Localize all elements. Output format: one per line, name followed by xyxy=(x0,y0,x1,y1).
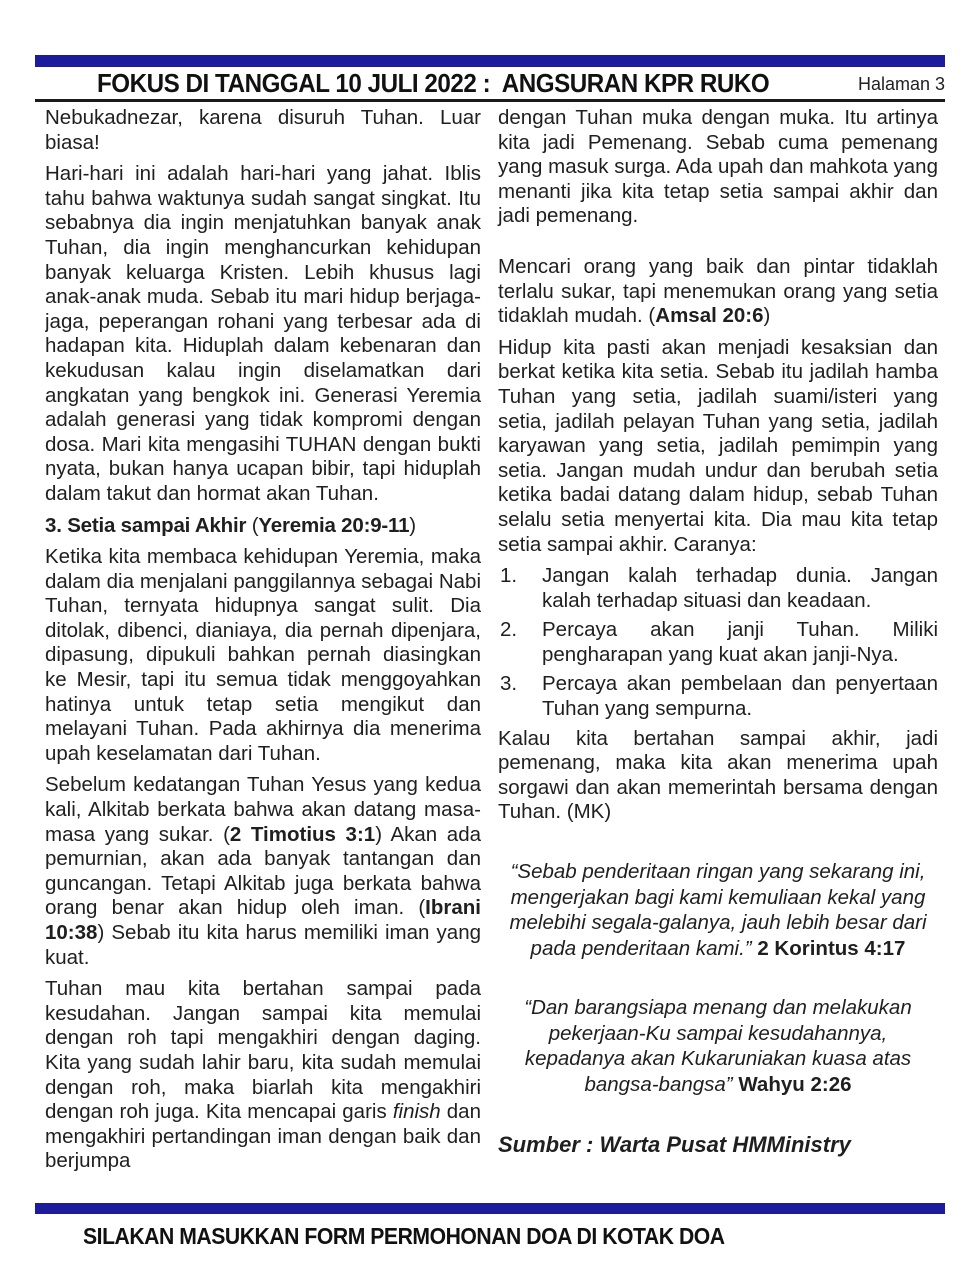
text-segment: ) Akan ada pemurnian, akan ada banyak tantangan dan guncangan. Tetapi Alkitab juga berkata bahwa orang benar akan hidup oleh iman. ( xyxy=(45,822,482,920)
right-column xyxy=(498,106,938,1200)
text-segment: dengan Tuhan muka dengan muka. Itu artinya kita jadi Pemenang. Sebab cuma pemenang yang masuk surga. Ada upah dan mahkota yang menanti jika kita tetap setia sampai akhir dan jadi pemenang. xyxy=(498,106,938,228)
text-segment: Hari-hari ini adalah hari-hari yang jahat. Iblis tahu bahwa waktunya sudah sangat singkat. Itu sebabnya dia ingin menjatuhkan banyak anak Tuhan, dia ingin menghancurkan kehidupan banyak keluarga Kristen. Lebih khusus lagi anak-anak muda. Sebab itu mari hidup berjaga-jaga, peperangan rohani yang terbesar ada di hadapan kita. Hiduplah dalam kebenaran dan kekudusan kalau ingin diselamatkan dari angkatan yang bengkok ini. Generasi Yeremia adalah generasi yang tidak kompromi dengan dosa. Mari kita mengasihi TUHAN dengan bukti nyata, bukan hanya ucapan bibir, tapi hiduplah dalam takut dan hormat akan Tuhan. xyxy=(45,162,481,505)
paragraph xyxy=(45,545,481,766)
text-segment: ) Sebab itu kita harus memiliki iman yang kuat. xyxy=(45,921,481,969)
text-segment: Amsal 20:6 xyxy=(655,304,764,328)
text-segment: dan mengakhiri pertandingan iman dengan baik dan berjumpa xyxy=(45,1100,481,1173)
list-item xyxy=(498,618,938,667)
paragraph xyxy=(45,773,481,970)
text-segment: Sebelum kedatangan Tuhan Yesus yang kedua kali, Alkitab berkata bahwa akan datang masa-masa yang sukar. ( xyxy=(45,773,481,846)
paragraph xyxy=(45,977,481,1174)
text-segment: Nebukadnezar, karena disuruh Tuhan. Luar biasa! xyxy=(45,106,481,154)
text-segment: Jangan kalah terhadap dunia. Jangan kalah terhadap situasi dan keadaan. xyxy=(542,564,938,612)
source-line xyxy=(498,1133,938,1158)
text-segment: Tuhan mau kita bertahan sampai pada kesudahan. Jangan sampai kita memulai dengan roh tapi mengakhiri dengan daging. Kita yang sudah lahir baru, kita sudah memulai dengan roh, maka biarlah kita mengakhiri dengan roh juga. Kita mencapai garis xyxy=(45,977,481,1124)
text-segment: Percaya akan pembelaan dan penyertaan Tuhan yang sempurna. xyxy=(542,672,938,721)
scripture-quote xyxy=(502,995,934,1097)
text-segment: Yeremia 20:9-11 xyxy=(258,513,410,537)
bottom-blue-bar xyxy=(35,1203,945,1214)
page-number: Halaman 3 xyxy=(857,74,945,94)
page-title: FOKUS DI TANGGAL 10 JULI 2022 : ANGSURAN KPR RUKO xyxy=(97,68,770,98)
left-column xyxy=(45,106,481,1200)
text-segment: Sumber : Warta Pusat HMMinistry xyxy=(498,1132,851,1158)
text-segment: 2 Timotius 3:1 xyxy=(229,822,376,846)
paragraph xyxy=(498,106,938,229)
text-segment: Ibrani 10:38 xyxy=(45,896,481,944)
text-segment: Percaya akan janji Tuhan. Miliki pengharapan yang kuat akan janji-Nya. xyxy=(542,618,938,666)
text-segment: Kalau kita bertahan sampai akhir, jadi pemenang, maka kita akan menerima upah sorgawi dan akan memerintah bersama dengan Tuhan. (MK) xyxy=(498,726,938,824)
paragraph xyxy=(498,727,938,825)
header-divider xyxy=(35,99,945,102)
text-segment: “Dan barangsiapa menang dan melakukan pekerjaan-Ku sampai kesudahannya, kepadanya akan Kukaruniakan kuasa atas bangsa-bangsa” xyxy=(524,996,912,1096)
text-segment: finish xyxy=(392,1100,441,1124)
text-segment: Ketika kita membaca kehidupan Yeremia, maka dalam dia menjalani panggilannya sebagai Nabi Tuhan, ternyata hidupnya sangat sulit. Dia ditolak, dibenci, dianiaya, dia pernah dipenjara, dipasung, dipukuli bahkan pernah diasingkan ke Mesir, tapi itu semua tidak menggoyahkan hatinya untuk tetap setia mengikut dan melayani Tuhan. Pada akhirnya dia menerima upah keselamatan dari Tuhan. xyxy=(45,545,481,765)
list-item xyxy=(498,564,938,613)
footer-note: SILAKAN MASUKKAN FORM PERMOHONAN DOA DI KOTAK DOA xyxy=(83,1223,725,1249)
page-header xyxy=(35,65,945,98)
text-segment: Hidup kita pasti akan menjadi kesaksian dan berkat ketika kita setia. Sebab itu jadilah hamba Tuhan yang setia, jadilah suami/isteri yang setia, jadilah pelayan Tuhan yang setia, jadilah karyawan yang setia, jadilah pemimpin yang setia. Jangan mudah undur dan berubah setia ketika badai datang dalam hidup, sebab Tuhan selalu setia menyertai kita. Dia mau kita tetap setia sampai akhir. Caranya: xyxy=(498,335,938,556)
section-heading xyxy=(45,514,481,539)
paragraph xyxy=(498,255,938,329)
text-segment: ) xyxy=(409,513,416,537)
list-item xyxy=(498,672,938,721)
text-segment: ) xyxy=(763,304,771,328)
text-segment: “Sebab penderitaan ringan yang sekarang ini, mengerjakan bagi kami kemuliaan kekal yang melebihi segala-galanya, jauh lebih besar dari pada penderitaan kami.” xyxy=(509,860,927,960)
numbered-list xyxy=(498,564,938,722)
scripture-quote xyxy=(502,859,934,961)
text-segment: Wahyu 2:26 xyxy=(738,1072,852,1096)
paragraph xyxy=(498,336,938,557)
text-segment: 3. Setia sampai Akhir xyxy=(45,513,252,537)
text-segment: 2 Korintus 4:17 xyxy=(757,936,906,960)
text-segment: ( xyxy=(251,513,259,537)
text-segment: Mencari orang yang baik dan pintar tidaklah terlalu sukar, tapi menemukan orang yang setia tidaklah mudah. ( xyxy=(498,254,938,328)
paragraph xyxy=(45,106,481,155)
article-body xyxy=(45,106,938,1200)
paragraph xyxy=(45,162,481,506)
